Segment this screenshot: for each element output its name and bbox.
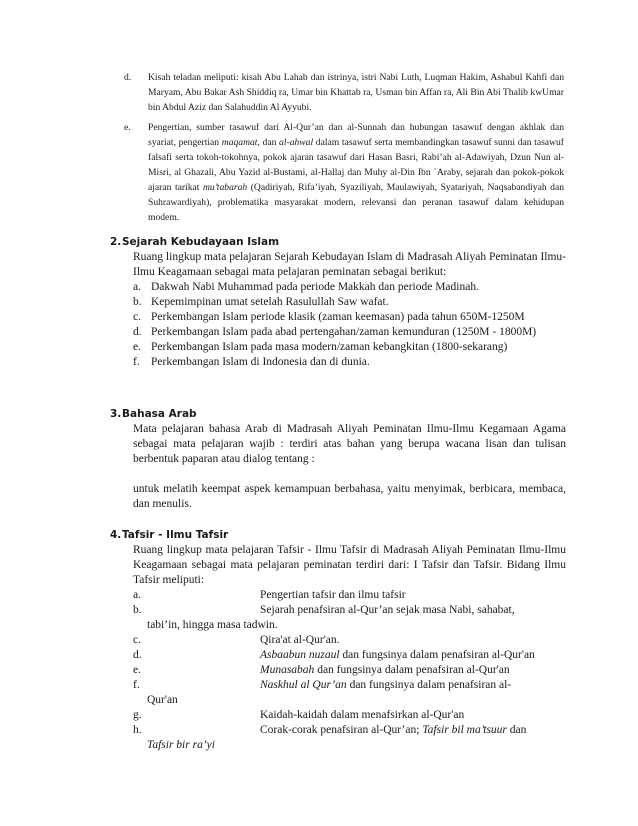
item-label: b. <box>133 296 142 308</box>
item-label: f. <box>133 356 140 368</box>
section-number: 2. <box>110 236 122 248</box>
item-text: Pengertian tafsir dan ilmu tafsir <box>260 589 406 601</box>
italic-term: Naskhul al Qur’an <box>260 679 347 691</box>
list-item <box>133 708 566 723</box>
item-label: d. <box>124 72 132 83</box>
text-part: Corak-corak penafsiran al-Qur’an; <box>260 724 423 736</box>
item-text: Kisah teladan meliputi: kisah Abu Lahab dan istrinya, istri Nabi Luth, Luqman Hakim, Ashabul Kahfi dan Maryam, Abu Bakar Ash Shiddiq ra, Umar bin Khattab ra, Usman bin Affan ra, Ali Bin Abi Thalib kwUmar bin Abdul Aziz dan Salahuddin Al Ayyubi. <box>148 72 564 113</box>
section-body: Ruang lingkup mata pelajaran Sejarah Kebudayan Islam di Madrasah Aliyah Peminatan Ilmu-Ilmu Keagamaan sebagai mata pelajaran peminatan sebagai berikut: <box>133 251 566 278</box>
section-number: 3. <box>110 408 122 420</box>
section-list <box>133 280 566 370</box>
item-text-continued: tabi’in, hingga masa tadwin. <box>147 619 278 631</box>
text-part: dan <box>259 137 280 148</box>
section-number: 4. <box>110 529 122 541</box>
item-text: Perkembangan Islam di Indonesia dan di dunia. <box>151 356 370 368</box>
item-text <box>260 723 566 738</box>
list-item <box>133 325 566 340</box>
list-item <box>133 603 566 633</box>
section-heading <box>110 528 566 543</box>
item-text: Kaidah-kaidah dalam menafsirkan al-Qur'an <box>260 709 465 721</box>
item-text: Kepemimpinan umat setelah Rasulullah Saw wafat. <box>151 296 389 308</box>
item-label: d. <box>133 326 142 338</box>
item-text <box>260 678 566 693</box>
text-part: dan fungsinya dalam penafsiran al- <box>346 679 512 691</box>
italic-term: Munasabah <box>260 664 315 676</box>
item-text: Qira'at al-Qur'an. <box>260 634 340 646</box>
text-part: (Qadiriyah, Rifa’iyah, Syaziliyah, Maulawiyah, Syatariyah, Naqsabandiyah dan Suhrawardiyah), problematika masyarakat modern, relevansi dan peranan tasawuf dalam kehidupan modem. <box>148 182 564 223</box>
text-part: dalam tasawuf serta membandingkan tasawuf sunni dan tasawuf falsafi serta tokoh-tokohnya, pokok ajaran tasawuf dari Hasan Basri, Rabi’ah al-Adawiyah, Dzun Nun al-Misri, al Ghazali, Abu Yazid al-Bustami, al-Hallaj dan Muhy al-Din Ibn `Araby, sejarah dan pokok-pokok ajaran tarikat <box>148 137 564 193</box>
list-item <box>133 310 566 325</box>
list-item <box>133 633 566 648</box>
section-title: Bahasa Arab <box>122 408 197 420</box>
item-text: Perkembangan Islam periode klasik (zaman keemasan) pada tahun 650M-1250M <box>151 311 525 323</box>
list-item-d-kisah <box>124 70 564 115</box>
section-heading <box>110 407 566 422</box>
item-text <box>148 120 564 225</box>
item-label: c. <box>133 634 141 646</box>
italic-term: Asbaabun nuzaul <box>260 649 340 661</box>
list-item <box>133 678 566 708</box>
item-text-continued <box>147 738 566 753</box>
list-item <box>133 340 566 355</box>
item-label: e. <box>133 341 141 353</box>
list-item <box>133 588 566 603</box>
section-tafsir-ilmu-tafsir <box>110 528 566 753</box>
item-text <box>260 648 566 663</box>
item-text: Dakwah Nabi Muhammad pada periode Makkah dan periode Madinah. <box>151 281 479 293</box>
section-sejarah-kebudayaan-islam <box>110 235 566 370</box>
italic-term: Tafsir bil ma’tsuur <box>422 724 507 736</box>
item-text: Sejarah penafsiran al-Qur’an sejak masa Nabi, sahabat, <box>260 604 515 616</box>
item-text: Perkembangan Islam pada masa modern/zaman kebangkitan (1800-sekarang) <box>151 341 508 353</box>
list-item <box>133 723 566 753</box>
item-text <box>260 663 566 678</box>
section-title: Tafsir - Ilmu Tafsir <box>122 529 229 541</box>
item-label: c. <box>133 311 141 323</box>
list-item <box>133 648 566 663</box>
section-heading <box>110 235 566 250</box>
italic-term: Tafsir bir ra’yi <box>147 739 215 751</box>
text-part: dan fungsinya dalam penafsiran al-Qur'an <box>314 664 510 676</box>
item-label: e. <box>124 122 131 133</box>
list-item <box>133 280 566 295</box>
list-item <box>133 355 566 370</box>
text-part: Pengertian, sumber tasawuf dari Al-Qur’an dan al-Sunnah dan hubungan tasawuf dengan akhlak dan syariat, pengertian <box>148 122 564 148</box>
item-text-continued: Qur'an <box>147 694 178 706</box>
section-title: Sejarah Kebudayaan Islam <box>122 236 280 248</box>
item-label: e. <box>133 664 141 676</box>
item-label: b. <box>133 604 142 616</box>
item-label: d. <box>133 649 142 661</box>
text-part: dan <box>506 724 527 736</box>
item-label: h. <box>133 724 142 736</box>
section-body: Mata pelajaran bahasa Arab di Madrasah Aliyah Peminatan Ilmu-Ilmu Kegamaan Agama sebagai mata pelajaran wajib : terdiri atas bahan yang berupa wacana lisan dan tulisan berbentuk paparan atau dialog tentang : <box>133 423 566 465</box>
italic-term: maqamat, <box>221 137 260 148</box>
item-text: Perkembangan Islam pada abad pertengahan/zaman kemunduran (1250M - 1800M) <box>151 326 537 338</box>
item-label: a. <box>133 281 141 293</box>
text-part: dan fungsinya dalam penafsiran al-Qur'an <box>339 649 535 661</box>
list-item <box>133 295 566 310</box>
list-item-e-tasawuf <box>124 120 564 225</box>
section-bahasa-arab <box>110 407 566 512</box>
item-label: f. <box>133 679 140 691</box>
item-label: g. <box>133 709 142 721</box>
section-body-continued: untuk melatih keempat aspek kemampuan berbahasa, yaitu menyimak, berbicara, membaca, dan menulis. <box>133 483 566 510</box>
italic-term: mu’tabarah <box>202 182 248 193</box>
section-body: Ruang lingkup mata pelajaran Tafsir - Ilmu Tafsir di Madrasah Aliyah Peminatan Ilmu-Ilmu Keagamaan sebagai mata pelajaran peminatan terdiri dari: I Tafsir dan Tafsir. Bidang Ilmu Tafsir meliputi: <box>133 544 566 586</box>
list-item <box>133 663 566 678</box>
italic-term: al-ahwal <box>279 137 314 148</box>
item-label: a. <box>133 589 141 601</box>
